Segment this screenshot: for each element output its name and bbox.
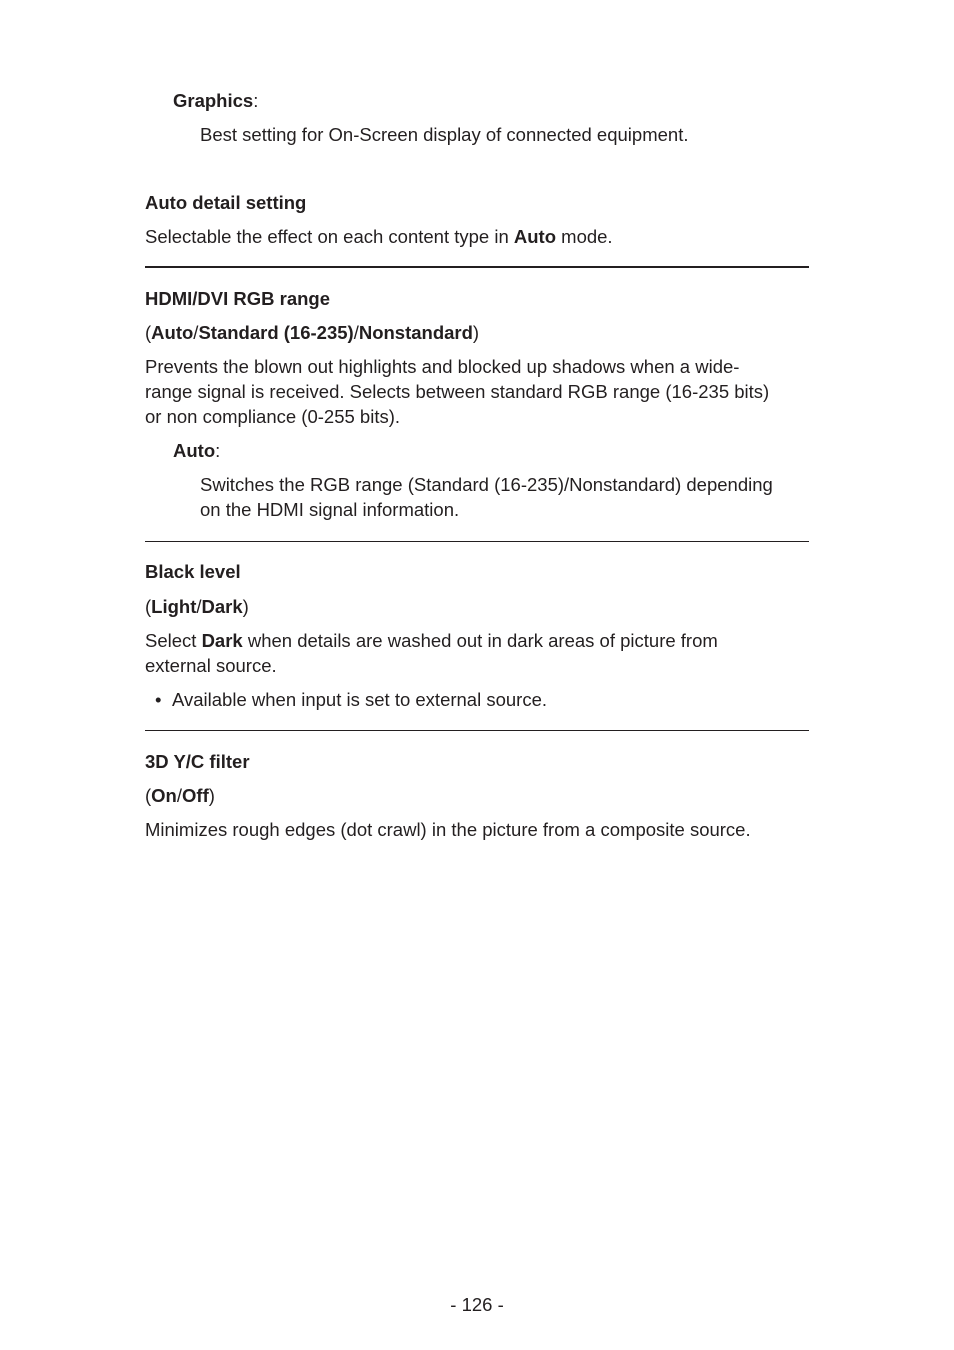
hdmi-rgb-opt-auto: Auto	[151, 322, 194, 343]
hdmi-rgb-desc-line: range signal is received. Selects between standard RGB range (16-235 bits)	[145, 381, 770, 402]
black-level-line1-bold: Dark	[201, 630, 243, 651]
black-level-open: (	[145, 596, 152, 617]
yc-filter-opt-off: Off	[182, 785, 209, 806]
hdmi-rgb-auto-colon: :	[215, 440, 221, 461]
hdmi-rgb-auto-term: Auto	[173, 440, 216, 461]
graphics-term-line	[173, 88, 258, 113]
yc-filter-sep: /	[176, 785, 183, 806]
yc-filter-open: (	[145, 785, 152, 806]
hdmi-rgb-auto-desc-line: on the HDMI signal information.	[200, 499, 460, 520]
yc-filter-heading	[145, 749, 250, 774]
hdmi-rgb-auto-term-line	[173, 438, 220, 463]
hdmi-rgb-options	[145, 320, 479, 345]
black-level-line1-before: Select	[145, 630, 202, 651]
black-level-options	[145, 594, 249, 619]
hdmi-rgb-sep2: /	[353, 322, 359, 343]
black-level-opt-light: Light	[151, 596, 197, 617]
section-divider	[145, 541, 809, 542]
hdmi-rgb-close: )	[472, 322, 480, 343]
graphics-colon: :	[253, 90, 259, 111]
hdmi-rgb-sep1: /	[193, 322, 199, 343]
hdmi-rgb-desc-line: or non compliance (0-255 bits).	[145, 406, 401, 427]
yc-filter-options	[145, 783, 215, 808]
hdmi-rgb-desc-line: Prevents the blown out highlights and blocked up shadows when a wide-	[145, 356, 740, 377]
yc-filter-description: Minimizes rough edges (dot crawl) in the picture from a composite source.	[145, 819, 751, 840]
black-level-sep: /	[196, 596, 202, 617]
hdmi-rgb-opt-standard: Standard (16-235)	[198, 322, 354, 343]
hdmi-rgb-opt-nonstandard: Nonstandard	[358, 322, 473, 343]
black-level-bullet-text: Available when input is set to external source.	[172, 689, 548, 710]
graphics-term: Graphics	[173, 90, 254, 111]
black-level-close: )	[242, 596, 249, 617]
black-level-desc-line	[145, 628, 718, 653]
hdmi-rgb-open: (	[145, 322, 152, 343]
auto-detail-text-before: Selectable the effect on each content type in	[145, 226, 514, 247]
black-level-line1-after: when details are washed out in dark areas of picture from	[242, 630, 718, 651]
auto-detail-heading	[145, 190, 306, 215]
auto-detail-description	[145, 224, 613, 249]
graphics-description: Best setting for On-Screen display of connected equipment.	[200, 124, 689, 145]
hdmi-rgb-auto-desc-line: Switches the RGB range (Standard (16-235)/Nonstandard) depending	[200, 474, 773, 495]
black-level-bullet-item	[145, 687, 547, 712]
hdmi-rgb-auto-description	[200, 472, 773, 522]
black-level-heading	[145, 559, 241, 584]
hdmi-rgb-heading-text: HDMI/DVI RGB range	[145, 288, 331, 309]
black-level-opt-dark: Dark	[201, 596, 243, 617]
auto-detail-text-after: mode.	[556, 226, 613, 247]
hdmi-rgb-heading	[145, 286, 330, 311]
yc-filter-opt-on: On	[151, 785, 177, 806]
hdmi-rgb-description	[145, 354, 769, 429]
yc-filter-close: )	[208, 785, 215, 806]
auto-detail-text-bold: Auto	[513, 226, 557, 247]
black-level-heading-text: Black level	[145, 561, 241, 582]
auto-detail-heading-text: Auto detail setting	[145, 192, 307, 213]
black-level-description	[145, 628, 718, 678]
yc-filter-heading-text: 3D Y/C filter	[145, 751, 250, 772]
black-level-desc-line: external source.	[145, 655, 277, 676]
section-divider	[145, 730, 809, 731]
page-number: - 126 -	[450, 1294, 504, 1315]
bullet-icon: •	[155, 689, 162, 710]
section-divider-thick	[145, 266, 809, 268]
